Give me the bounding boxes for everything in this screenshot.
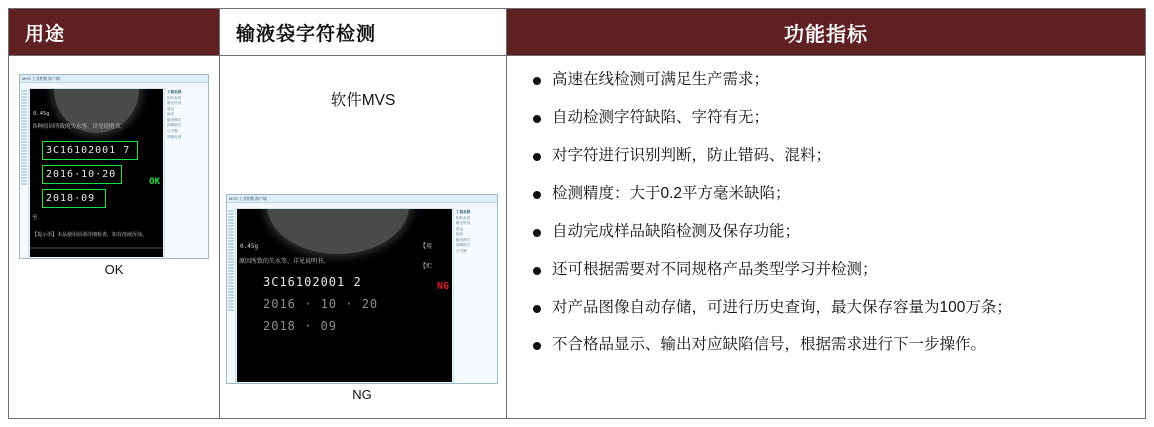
ng-weight-text: 0.45g: [240, 243, 259, 250]
ok-weight-text: 0.45g: [33, 111, 50, 117]
cell-detection: [220, 56, 506, 418]
ok-panel-row: 触发模式: [167, 117, 182, 122]
feature-list: [533, 70, 1127, 356]
ng-side-note-2: 【贮: [419, 263, 432, 270]
ng-bag-image: [237, 209, 452, 382]
ng-verdict-label: NG: [436, 281, 449, 292]
bullet-icon: [533, 229, 541, 237]
header-detection: [220, 9, 506, 56]
screenshot-ng-body: [227, 208, 497, 383]
ok-panel-row: 白平衡: [167, 128, 178, 133]
ok-panel-row: 曝光时间: [167, 101, 182, 106]
ng-panel-row: 增益: [456, 226, 464, 231]
software-label: 软件MVS: [330, 92, 396, 109]
screenshot-ng: [226, 194, 498, 384]
ok-verdict-label: OK: [149, 177, 160, 187]
list-item: [533, 260, 1127, 281]
column-features: [507, 9, 1145, 418]
ng-panel-row: 帧率: [456, 232, 464, 237]
cell-usage: [9, 56, 219, 418]
screenshot-ok-titlebar: MVS 工业相机客户端: [20, 75, 208, 83]
caption-ok: OK: [104, 262, 124, 277]
bullet-icon: [533, 305, 541, 313]
screenshot-ng-viewport: [237, 209, 452, 382]
column-usage: [9, 9, 220, 418]
feature-text: 对字符进行识别判断，防止错码、混料；: [552, 146, 832, 164]
feature-text: 不合格品显示、输出对应缺陷信号，根据需求进行下一步操作。: [552, 336, 987, 354]
ok-code-line-2: 2016·10·20: [46, 169, 117, 180]
ng-side-note-1: 【用: [419, 243, 432, 250]
ng-panel-row: 触发模式: [456, 237, 471, 242]
column-detection: [220, 9, 507, 418]
bullet-icon: [533, 153, 541, 161]
ok-panel-row: 相机参数: [167, 95, 182, 100]
ng-desc-text: 原因所致的失水等，详见说明书。: [239, 258, 330, 265]
screenshot-ok-toolstrip[interactable]: [20, 88, 29, 258]
bullet-icon: [533, 191, 541, 199]
ng-code-line-2: 2016 · 10 · 20: [263, 297, 379, 311]
list-item: [533, 184, 1127, 205]
header-features: [507, 9, 1145, 56]
ok-code-line-1: 3C16102001 7: [46, 145, 131, 156]
feature-text: 自动完成样品缺陷检测及保存功能；: [552, 222, 801, 240]
list-item: [533, 335, 1127, 356]
ok-bag-image: [30, 89, 163, 257]
bullet-icon: [533, 342, 541, 350]
ng-code-line-1: 3C16102001 2: [263, 275, 362, 289]
list-item: [533, 298, 1127, 319]
caption-ng: NG: [352, 387, 372, 402]
header-detection-label: 输液袋字符检测: [236, 23, 377, 45]
screenshot-ng-panel[interactable]: [453, 208, 497, 383]
bullet-icon: [533, 115, 541, 123]
ok-panel-row: 图像格式: [167, 123, 182, 128]
list-item: [533, 108, 1127, 129]
list-item: [533, 222, 1127, 243]
ng-panel-row: 白平衡: [456, 248, 467, 253]
ng-code-line-3: 2018 · 09: [263, 319, 338, 333]
spec-table: [8, 8, 1146, 419]
ok-panel-row: 图像处理: [167, 134, 182, 139]
bullet-icon: [533, 77, 541, 85]
header-usage-label: 用途: [25, 23, 66, 45]
feature-text: 对产品图像自动存储，可进行历史查询，最大保存容量为100万条；: [552, 298, 1012, 316]
feature-text: 还可根据需要对不同规格产品类型学习并检测；: [552, 260, 878, 278]
screenshot-ok-viewport: [30, 89, 163, 257]
header-features-label: 功能指标: [784, 23, 868, 46]
ok-side-text: 至: [32, 215, 38, 221]
bullet-icon: [533, 267, 541, 275]
list-item: [533, 70, 1127, 91]
list-item: [533, 146, 1127, 167]
ok-image-divider: [30, 247, 163, 249]
ng-panel-row: 图像格式: [456, 243, 471, 248]
feature-text: 高速在线检测可满足生产需求；: [552, 71, 770, 88]
ok-panel-title: 工程名称: [167, 90, 182, 94]
screenshot-ok: [19, 74, 209, 259]
ng-panel-row: 曝光时间: [456, 221, 471, 226]
ok-desc-text: 各种原因所致的失水等，详见说明书。: [32, 124, 126, 130]
ng-panel-title: 工程名称: [456, 210, 471, 214]
cell-features: [507, 56, 1145, 418]
screenshot-ok-body: [20, 88, 208, 258]
screenshot-ok-panel[interactable]: [164, 88, 208, 258]
feature-text: 自动检测字符缺陷、字符有无；: [552, 108, 770, 126]
header-usage: [9, 9, 219, 56]
ok-footer-text: 【提示语】本品使用前请详细检查，如有溶液浑浊、: [32, 232, 148, 238]
ok-panel-row: 增益: [167, 106, 175, 111]
screenshot-ng-titlebar: MVS 工业相机客户端: [227, 195, 497, 203]
ng-panel-row: 相机参数: [456, 215, 471, 220]
feature-text: 检测精度：大于0.2平方毫米缺陷；: [552, 184, 791, 202]
ok-code-line-3: 2018·09: [46, 193, 96, 204]
screenshot-ng-toolstrip[interactable]: [227, 208, 236, 383]
ok-panel-row: 帧率: [167, 112, 175, 117]
ng-bag-seal: [267, 209, 409, 254]
